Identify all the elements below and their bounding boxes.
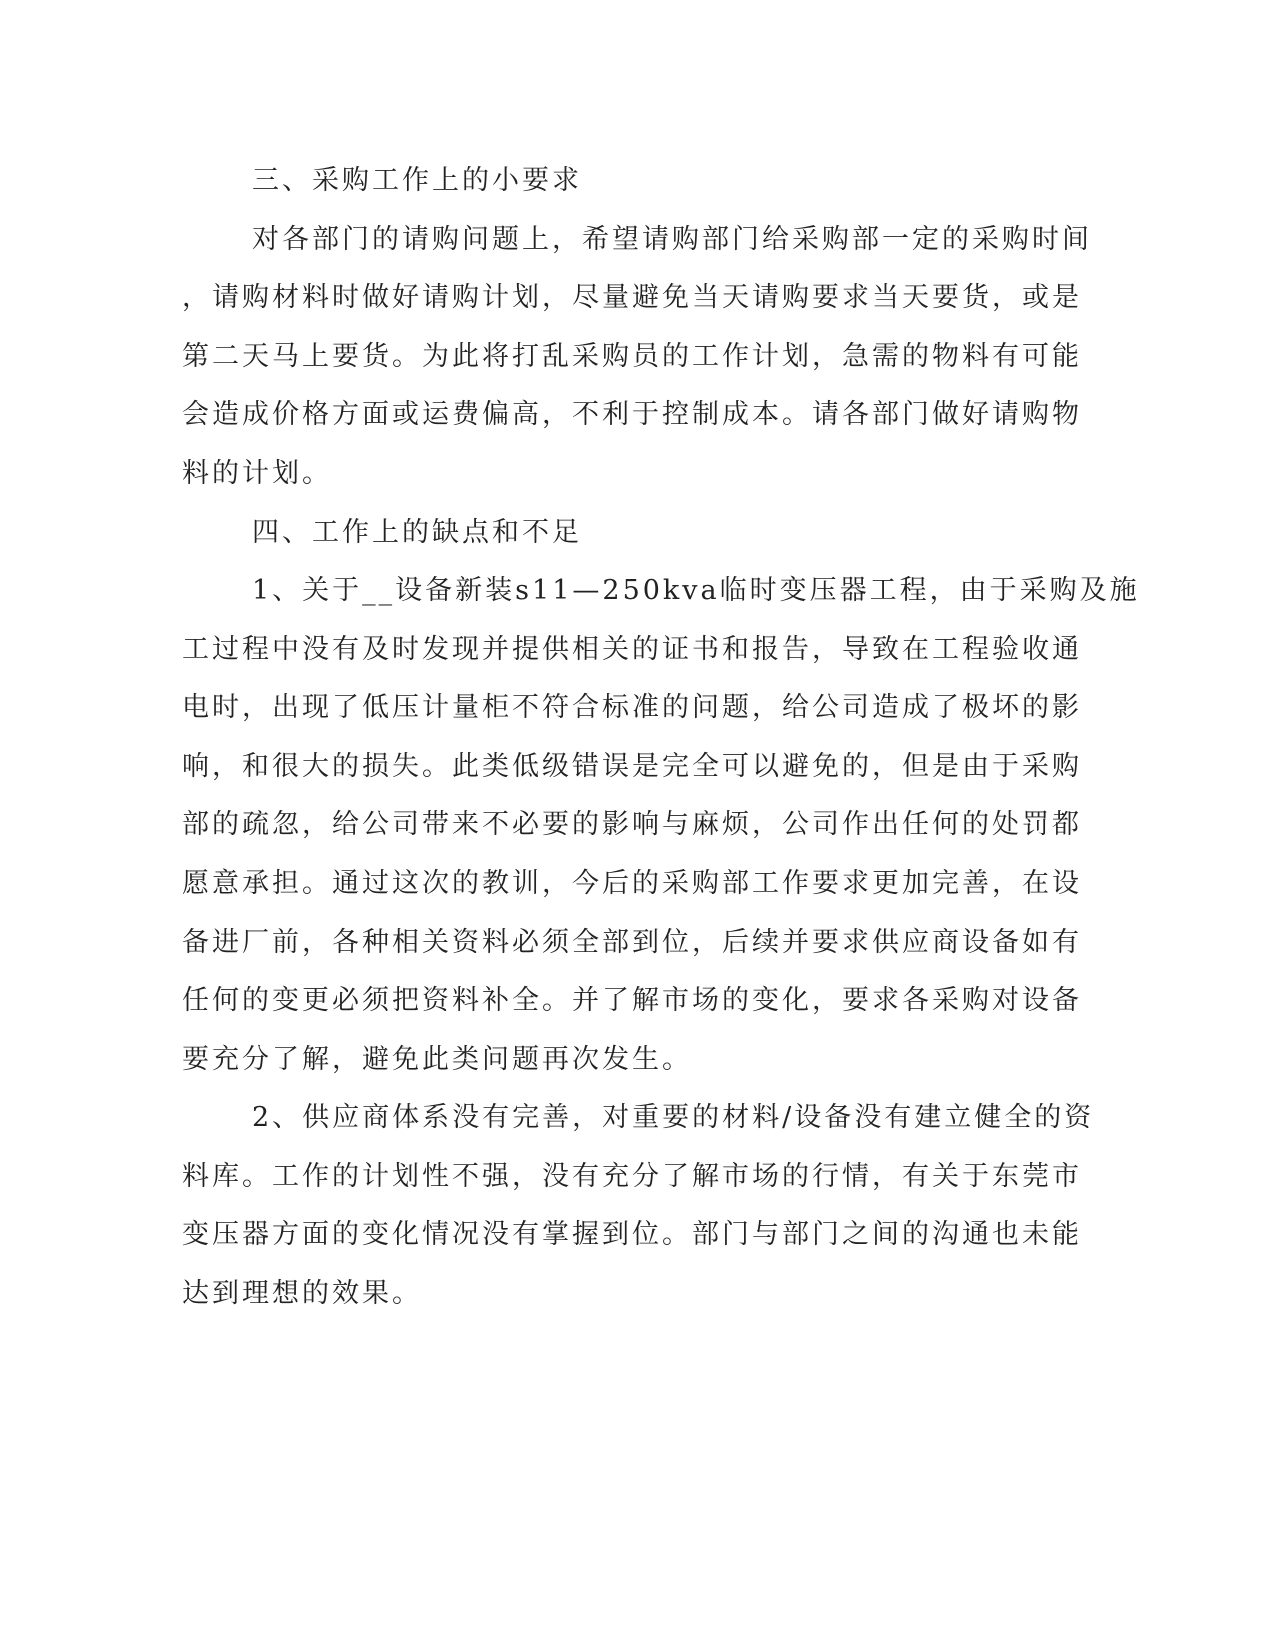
paragraph-line: 第二天马上要货。为此将打乱采购员的工作计划，急需的物料有可能: [182, 341, 1082, 372]
paragraph-line: ，请购材料时做好请购计划，尽量避免当天请购要求当天要货，或是: [182, 282, 1082, 313]
paragraph-line: 任何的变更必须把资料补全。并了解市场的变化，要求各采购对设备: [182, 985, 1082, 1016]
paragraph-line: 料库。工作的计划性不强，没有充分了解市场的行情，有关于东莞市: [182, 1161, 1082, 1192]
paragraph-line: 对各部门的请购问题上，希望请购部门给采购部一定的采购时间: [252, 224, 1092, 255]
paragraph-line: 部的疏忽，给公司带来不必要的影响与麻烦，公司作出任何的处罚都: [182, 809, 1082, 840]
section-heading-3: 三、采购工作上的小要求: [252, 165, 582, 196]
paragraph-line: 会造成价格方面或运费偏高，不利于控制成本。请各部门做好请购物: [182, 399, 1082, 430]
paragraph-line: 达到理想的效果。: [182, 1278, 422, 1309]
paragraph-line: 响，和很大的损失。此类低级错误是完全可以避免的，但是由于采购: [182, 751, 1082, 782]
section-heading-4: 四、工作上的缺点和不足: [252, 517, 582, 548]
paragraph-line: 1、关于__设备新装s11—250kva临时变压器工程，由于采购及施: [252, 575, 1140, 606]
paragraph-line: 备进厂前，各种相关资料必须全部到位，后续并要求供应商设备如有: [182, 927, 1082, 958]
paragraph-line: 愿意承担。通过这次的教训，今后的采购部工作要求更加完善，在设: [182, 868, 1082, 899]
paragraph-line: 料的计划。: [182, 458, 332, 489]
paragraph-line: 要充分了解，避免此类问题再次发生。: [182, 1044, 692, 1075]
paragraph-line: 工过程中没有及时发现并提供相关的证书和报告，导致在工程验收通: [182, 634, 1082, 665]
paragraph-line: 2、供应商体系没有完善，对重要的材料/设备没有建立健全的资: [252, 1102, 1095, 1133]
paragraph-line: 电时，出现了低压计量柜不符合标准的问题，给公司造成了极坏的影: [182, 692, 1082, 723]
paragraph-line: 变压器方面的变化情况没有掌握到位。部门与部门之间的沟通也未能: [182, 1219, 1082, 1250]
